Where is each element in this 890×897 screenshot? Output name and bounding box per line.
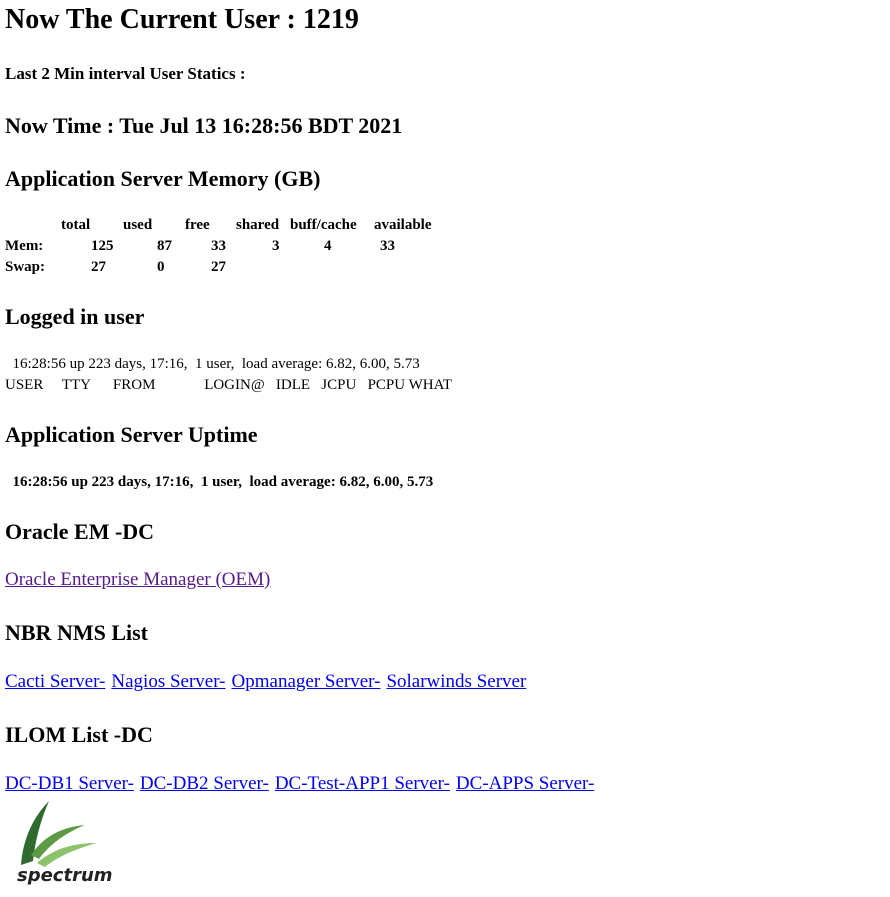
cell — [290, 257, 374, 278]
ilom-heading: ILOM List -DC — [5, 722, 153, 747]
cell: 87 — [157, 238, 172, 254]
opmanager-server-link[interactable]: Opmanager Server- — [231, 671, 381, 692]
nms-heading: NBR NMS List — [5, 620, 149, 645]
dc-test-app1-server-link[interactable]: DC-Test-APP1 Server- — [274, 773, 450, 794]
cacti-server-link[interactable]: Cacti Server- — [5, 671, 106, 692]
col-shared: shared — [236, 217, 280, 233]
spectrum-logo-icon — [13, 797, 123, 887]
logged-in-line-1: 16:28:56 up 223 days, 17:16, 1 user, load average: 6.82, 6.00, 5.73 — [5, 356, 420, 372]
col-free: free — [185, 217, 210, 233]
col-available: available — [374, 217, 432, 233]
ilom-links — [5, 773, 600, 795]
solarwinds-server-link[interactable]: Solarwinds Server — [386, 671, 527, 692]
logged-in-line-2: USER TTY FROM LOGIN@ IDLE JCPU PCPU WHAT — [5, 377, 452, 393]
logged-in-heading: Logged in user — [5, 304, 145, 329]
cell: 33 — [211, 238, 226, 254]
nagios-server-link[interactable]: Nagios Server- — [111, 671, 226, 692]
cell: 3 — [272, 238, 280, 254]
memory-row-mem — [5, 236, 432, 257]
col-total: total — [61, 217, 91, 233]
cell: 125 — [91, 238, 114, 254]
memory-header-row — [5, 215, 432, 236]
row-label: Swap: — [5, 259, 46, 275]
oracle-heading: Oracle EM -DC — [5, 519, 155, 544]
interval-stats-heading: Last 2 Min interval User Statics : — [5, 64, 246, 83]
memory-table — [5, 215, 432, 278]
nms-links — [5, 671, 532, 693]
cell: 27 — [211, 259, 226, 275]
cell: 4 — [324, 238, 332, 254]
memory-heading: Application Server Memory (GB) — [5, 166, 321, 191]
oracle-links — [5, 569, 270, 591]
col-buff-cache: buff/cache — [290, 217, 357, 233]
row-label: Mem: — [5, 238, 44, 254]
uptime-heading: Application Server Uptime — [5, 422, 258, 447]
oem-link[interactable]: Oracle Enterprise Manager (OEM) — [5, 569, 271, 590]
cell — [374, 257, 432, 278]
cell — [236, 257, 290, 278]
dc-apps-server-link[interactable]: DC-APPS Server- — [455, 773, 595, 794]
memory-row-swap — [5, 257, 432, 278]
cell: 33 — [380, 238, 395, 254]
current-user-heading: Now The Current User : 1219 — [5, 4, 359, 35]
svg-text:spectrum: spectrum — [17, 865, 113, 886]
col-used: used — [123, 217, 153, 233]
cell: 0 — [157, 259, 165, 275]
dc-db1-server-link[interactable]: DC-DB1 Server- — [5, 773, 134, 794]
uptime-line: 16:28:56 up 223 days, 17:16, 1 user, load average: 6.82, 6.00, 5.73 — [5, 474, 434, 490]
spectrum-logo — [13, 797, 123, 887]
cell: 27 — [91, 259, 106, 275]
dc-db2-server-link[interactable]: DC-DB2 Server- — [139, 773, 269, 794]
now-time-heading: Now Time : Tue Jul 13 16:28:56 BDT 2021 — [5, 113, 403, 138]
